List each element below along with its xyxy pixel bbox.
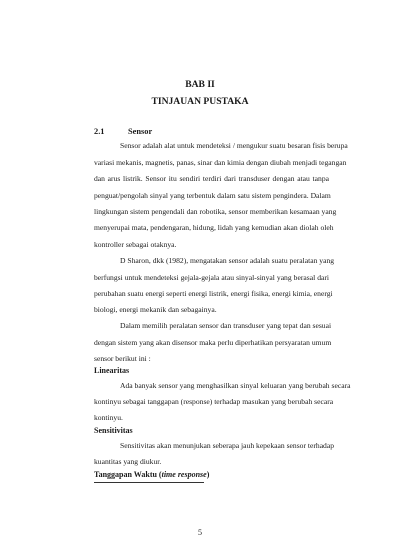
paragraph-2-line: perubahan suatu energi seperti energi listrik, energi fisika, energi kimia, energi [94,289,333,298]
paragraph-1-line: lingkungan sistem pengendali dan robotika, sensor memberikan kesamaan yang [94,207,337,216]
linearitas-line: kontinyu. [94,413,123,422]
chapter-number: BAB II [185,79,215,90]
paragraph-3-line: dengan sistem yang akan disensor maka perlu diperhatikan persyaratan umum [94,338,332,347]
sensitivitas-heading: Sensitivitas [94,426,133,435]
paragraph-2-line: berfungsi untuk mendeteksi gejala-gejala atau sinyal-sinyal yang berasal dari [94,273,329,282]
linearitas-line: Ada banyak sensor yang menghasilkan sinyal keluaran yang berubah secara [120,381,351,390]
sensitivitas-line: kuantitas yang diukur. [94,457,162,466]
paragraph-1-line: variasi mekanis, magnetis, panas, sinar dan kimia dengan diubah menjadi tegangan [94,158,347,167]
section-number: 2.1 [94,127,105,136]
paragraph-2-line: D Sharon, dkk (1982), mengatakan sensor adalah suatu peralatan yang [120,256,335,265]
paragraph-1-line: Sensor adalah alat untuk mendeteksi / mengukur suatu besaran fisis berupa [120,141,348,150]
paragraph-1-line: penguat/pengolah sinyal yang terbentuk dalam satu sistem pengindera. Dalam [94,191,331,200]
linearitas-line: kontinyu sebagai tanggapan (response) terhadap masukan yang berubah secara [94,397,334,406]
chapter-title: TINJAUAN PUSTAKA [151,96,249,107]
paragraph-3-line: Dalam memilih peralatan sensor dan transduser yang tepat dan sesuai [120,321,332,330]
footnote-separator [94,482,204,483]
tanggapan-waktu-heading: Tanggapan Waktu (time response) [94,470,210,479]
paragraph-1-line: dan arus listrik. Sensor itu sendiri terdiri dari transduser dengan atau tanpa [94,174,329,183]
paragraph-1-line: menyerupai mata, pendengaran, hidung, lidah yang kemudian akan diolah oleh [94,223,334,232]
paragraph-1-line: kontroller sebagai otaknya. [94,240,177,249]
linearitas-heading: Linearitas [94,366,130,375]
page-number: 5 [198,528,202,537]
sensitivitas-line: Sensitivitas akan menunjukan seberapa jauh kepekaan sensor terhadap [120,441,335,450]
paragraph-3-line: sensor berikut ini : [94,354,151,363]
section-title: Sensor [128,127,153,136]
paragraph-2-line: biologi, energi mekanik dan sebagainya. [94,305,217,314]
